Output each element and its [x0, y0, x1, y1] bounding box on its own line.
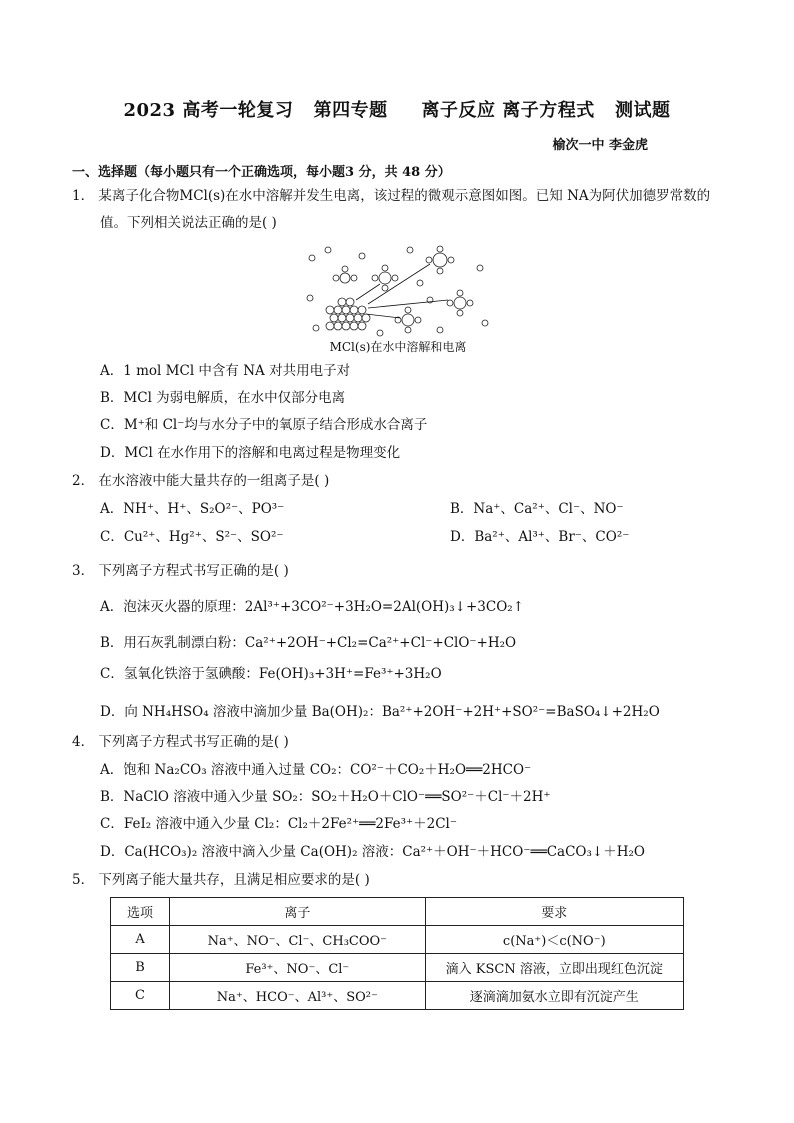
q3-option-b: B．用石灰乳制漂白粉：Ca²⁺+2OH⁻+Cl₂=Ca²⁺+Cl⁻+ClO⁻+H₂O	[100, 635, 517, 651]
q2-stem: 2． 在水溶液中能大量共存的一组离子是( )	[72, 473, 330, 489]
q4-option-c: C．FeI₂ 溶液中通入少量 Cl₂：Cl₂＋2Fe²⁺══2Fe³⁺＋2Cl⁻	[100, 816, 457, 832]
q5-table	[110, 897, 684, 1010]
table-cell: Na⁺、HCO⁻、Al³⁺、SO²⁻	[170, 982, 426, 1010]
q1-option-b: B．MCl 为弱电解质，在水中仅部分电离	[100, 390, 346, 406]
q1-stem-line-1: 1． 某离子化合物MCl(s)在水中溶解并发生电离，该过程的微观示意图如图。已知 NA为阿伏加德罗常数的	[72, 188, 711, 204]
q3-option-a: A．泡沫灭火器的原理：2Al³⁺+3CO²⁻+3H₂O=2Al(OH)₃↓+3CO₂↑	[100, 599, 525, 615]
dissolution-diagram	[300, 238, 496, 338]
table-cell: c(Na⁺)＜c(NO⁻)	[425, 926, 683, 954]
table-row	[111, 982, 684, 1010]
q1-option-a: A．1 mol MCl 中含有 NA 对共用电子对	[100, 363, 351, 379]
figure-caption: MCl(s)在水中溶解和电离	[329, 340, 467, 354]
hydrated-ion-2	[426, 246, 454, 274]
table-cell: Fe³⁺、NO⁻、Cl⁻	[170, 954, 426, 982]
table-cell: B	[111, 954, 170, 982]
q2-option-d: D．Ba²⁺、Al³⁺、Br⁻、CO²⁻	[450, 529, 630, 545]
q3-option-d: D．向 NH₄HSO₄ 溶液中滴加少量 Ba(OH)₂：Ba²⁺+2OH⁻+2H⁺+SO²⁻=BaSO₄↓+2H₂O	[100, 704, 660, 720]
table-header-cell: 要求	[425, 898, 683, 926]
q2-option-c: C．Cu²⁺、Hg²⁺、S²⁻、SO²⁻	[100, 529, 284, 545]
hydrated-ion-5	[333, 266, 357, 283]
table-cell: 逐滴滴加氨水立即有沉淀产生	[425, 982, 683, 1010]
table-cell: C	[111, 982, 170, 1010]
table-cell: A	[111, 926, 170, 954]
table-row	[111, 954, 684, 982]
table-header-cell: 选项	[111, 898, 170, 926]
q1-option-c: C．M⁺和 Cl⁻均与水分子中的氧原子结合形成水合离子	[100, 417, 428, 433]
q2-option-b: B．Na⁺、Ca²⁺、Cl⁻、NO⁻	[450, 501, 624, 517]
table-header-row	[111, 898, 684, 926]
q2-option-a: A．NH⁺、H⁺、S₂O²⁻、PO³⁻	[100, 501, 285, 517]
q4-option-a: A．饱和 Na₂CO₃ 溶液中通入过量 CO₂：CO²⁻＋CO₂＋H₂O══2HCO⁻	[100, 762, 532, 778]
q5-stem: 5． 下列离子能大量共存，且满足相应要求的是( )	[72, 872, 370, 888]
table-header-cell: 离子	[170, 898, 426, 926]
crystal-lattice	[326, 298, 370, 330]
q4-stem: 4． 下列离子方程式书写正确的是( )	[72, 734, 289, 750]
page-title: 2023 高考一轮复习 第四专题 离子反应 离子方程式 测试题	[123, 100, 671, 121]
q4-option-b: B．NaClO 溶液中通入少量 SO₂：SO₂＋H₂O＋ClO⁻══SO²⁻＋Cl⁻＋2H⁺	[100, 789, 551, 805]
author-line: 榆次一中 李金虎	[552, 138, 648, 153]
table-cell: 滴入 KSCN 溶液，立即出现红色沉淀	[425, 954, 683, 982]
q3-option-c: C．氢氧化铁溶于氢碘酸：Fe(OH)₃+3H⁺=Fe³⁺+3H₂O	[100, 666, 442, 682]
table-row	[111, 926, 684, 954]
dissociation-arrows	[356, 264, 448, 318]
section-title: 一、选择题（每小题只有一个正确选项，每小题3 分，共 48 分）	[72, 165, 451, 180]
q1-option-d: D．MCl 在水作用下的溶解和电离过程是物理变化	[100, 445, 401, 461]
q4-option-d: D．Ca(HCO₃)₂ 溶液中滴入少量 Ca(OH)₂ 溶液：Ca²⁺＋OH⁻＋HCO⁻══CaCO₃↓＋H₂O	[100, 844, 645, 860]
q1-stem-line-2: 值。下列相关说法正确的是( )	[100, 215, 277, 231]
table-cell: Na⁺、NO⁻、Cl⁻、CH₃COO⁻	[170, 926, 426, 954]
hydrated-ion-3	[447, 290, 473, 316]
hydrated-ion-4	[395, 307, 421, 333]
q3-stem: 3． 下列离子方程式书写正确的是( )	[72, 563, 289, 579]
